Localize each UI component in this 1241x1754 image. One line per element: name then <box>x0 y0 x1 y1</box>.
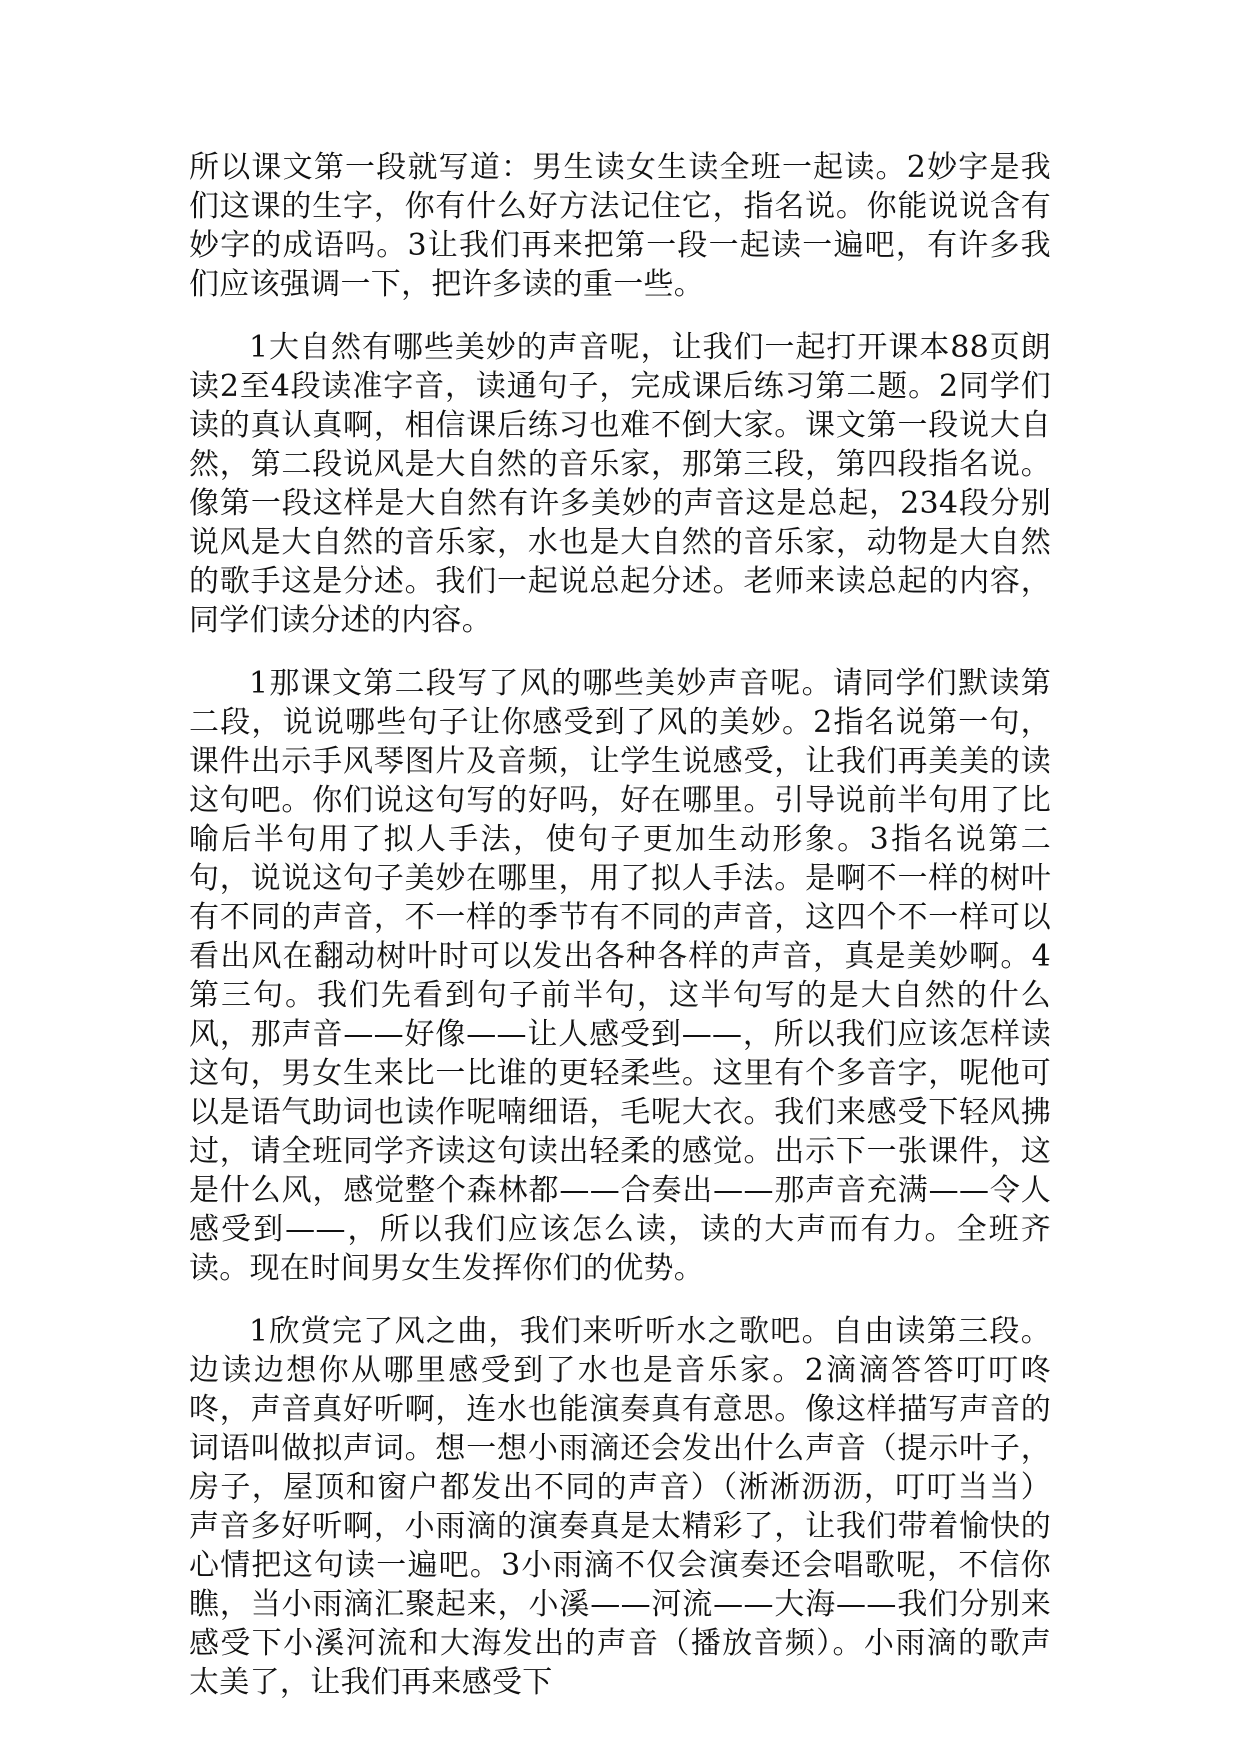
paragraph-2: 1大自然有哪些美妙的声音呢，让我们一起打开课本88页朗读2至4段读准字音，读通句子，完成课后练习第二题。2同学们读的真认真啊，相信课后练习也难不倒大家。课文第一段说大自然，第二段说风是大自然的音乐家，那第三段，第四段指名说。像第一段这样是大自然有许多美妙的声音这是总起，234段分别说风是大自然的音乐家，水也是大自然的音乐家，动物是大自然的歌手这是分述。我们一起说总起分述。老师来读总起的内容，同学们读分述的内容。 <box>189 330 1051 638</box>
document-page <box>189 148 1051 1726</box>
paragraph-1: 所以课文第一段就写道：男生读女生读全班一起读。2妙字是我们这课的生字，你有什么好方法记住它，指名说。你能说说含有妙字的成语吗。3让我们再来把第一段一起读一遍吧，有许多我们应该强调一下，把许多读的重一些。 <box>189 150 1051 302</box>
paragraph-3: 1那课文第二段写了风的哪些美妙声音呢。请同学们默读第二段，说说哪些句子让你感受到了风的美妙。2指名说第一句，课件出示手风琴图片及音频，让学生说感受，让我们再美美的读这句吧。你们说这句写的好吗，好在哪里。引导说前半句用了比喻后半句用了拟人手法，使句子更加生动形象。3指名说第二句，说说这句子美妙在哪里，用了拟人手法。是啊不一样的树叶有不同的声音，不一样的季节有不同的声音，这四个不一样可以看出风在翻动树叶时可以发出各种各样的声音，真是美妙啊。4第三句。我们先看到句子前半句，这半句写的是大自然的什么风，那声音——好像——让人感受到——，所以我们应该怎样读这句，男女生来比一比谁的更轻柔些。这里有个多音字，呢他可以是语气助词也读作呢喃细语，毛呢大衣。我们来感受下轻风拂过，请全班同学齐读这句读出轻柔的感觉。出示下一张课件，这是什么风，感觉整个森林都——合奏出——那声音充满——令人感受到——，所以我们应该怎么读，读的大声而有力。全班齐读。现在时间男女生发挥你们的优势。 <box>189 666 1051 1286</box>
paragraph-4: 1欣赏完了风之曲，我们来听听水之歌吧。自由读第三段。边读边想你从哪里感受到了水也是音乐家。2滴滴答答叮叮咚咚，声音真好听啊，连水也能演奏真有意思。像这样描写声音的词语叫做拟声词。想一想小雨滴还会发出什么声音（提示叶子，房子，屋顶和窗户都发出不同的声音）（淅淅沥沥，叮叮当当）声音多好听啊，小雨滴的演奏真是太精彩了，让我们带着愉快的心情把这句读一遍吧。3小雨滴不仅会演奏还会唱歌呢，不信你瞧，当小雨滴汇聚起来，小溪——河流——大海——我们分别来感受下小溪河流和大海发出的声音（播放音频）。小雨滴的歌声太美了，让我们再来感受下 <box>189 1314 1051 1700</box>
